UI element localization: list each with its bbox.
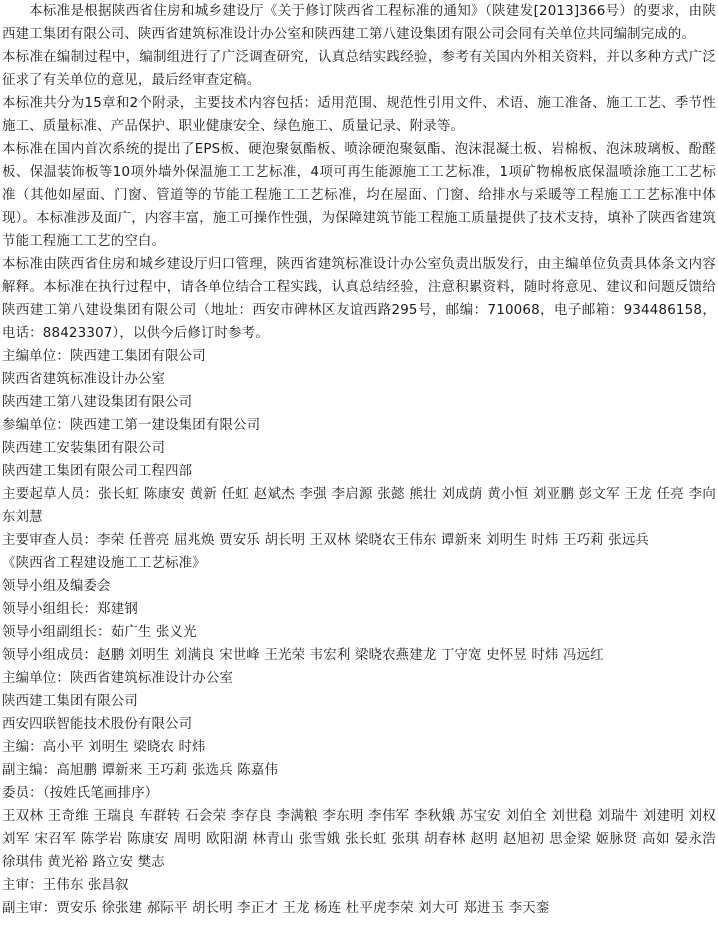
participating-unit-3: 陕西建工集团有限公司工程四部 [2,464,193,479]
highlights-paragraph: 本标准在国内首次系统的提出了EPS板、硬泡聚氨酯板、喷涂硬泡聚氨酯、泡沫混凝土板、岩棉板、泡沫玻璃板、酚醛板、保温装饰板等10项外墙外保温施工工艺标准，4项可再生能源施工工艺标准，1项矿物棉板底保温喷涂施工工艺标准（其他如屋面、门窗、管道等的节能工程施工工艺标准，均在屋面、门窗、给排水与采暖等工程施工工艺标准中体现）。本标准涉及面广，内容丰富，施工可操作性强，为保障建筑节能工程施工质量提供了技术支持，填补了陕西省建筑节能工程施工工艺的空白。 [2,142,716,249]
management-paragraph: 本标准由陕西省住房和城乡建设厅归口管理，陕西省建筑标准设计办公室负责出版发行，由主编单位负责具体条文内容解释。本标准在执行过程中，请各单位结合工程实践，认真总结经验，注意积累资料，随时将意见、建议和问题反馈给陕西建工第八建设集团有限公司（地址：西安市碑林区友谊西路295号，邮编：710068，电子邮箱：934486158，电话：88423307），以供今后修订时参考。 [2,257,716,341]
leadership-members: 领导小组成员：赵鹏 刘明生 刘满良 宋世峰 王光荣 韦宏利 梁晓农燕建龙 丁守宽 史怀昱 时炜 冯远红 [2,648,604,663]
contents-paragraph: 本标准共分为15章和2个附录，主要技术内容包括：适用范围、规范性引用文件、术语、施工准备、施工工艺、季节性施工、质量标准、产品保护、职业健康安全、绿色施工、质量记录、附录等。 [2,96,716,134]
participating-unit-2: 陕西建工安装集团有限公司 [2,441,166,456]
chief-editor-unit: 主编单位：陕西建工集团有限公司 [2,349,206,364]
deputy-leader: 领导小组副组长：茹广生 张义光 [2,625,197,640]
series-chief-unit-3: 西安四联智能技术股份有限公司 [2,717,193,732]
series-title: 《陕西省工程建设施工工艺标准》 [2,556,206,571]
chief-editor-unit-2: 陕西省建筑标准设计办公室 [2,372,166,387]
deputy-chief-editors: 副主编：高旭鹏 谭新来 王巧莉 张选兵 陈嘉伟 [2,763,279,778]
intro-paragraph: 本标准是根据陕西省住房和城乡建设厅《关于修订陕西省工程标准的通知》（陕建发[2013]366号）的要求，由陕西建工集团有限公司、陕西省建筑标准设计办公室和陕西建工第八建设集团有限公司会同有关单位共同编制完成的。 [2,4,716,42]
series-chief-unit: 主编单位：陕西省建筑标准设计办公室 [2,671,234,686]
chief-editor-unit-3: 陕西建工第八建设集团有限公司 [2,395,193,410]
leadership-heading: 领导小组及编委会 [2,579,111,594]
main-reviewers: 主要审查人员：李荣 任普亮 屈兆焕 贾安乐 胡长明 王双林 梁晓农王伟东 谭新来 刘明生 时炜 王巧莉 张远兵 [2,533,650,548]
participating-unit: 参编单位：陕西建工第一建设集团有限公司 [2,418,261,433]
main-drafters: 主要起草人员：张长虹 陈康安 黄新 任虹 赵斌杰 李强 李启源 张懿 熊壮 刘成荫 黄小恒 刘亚鹏 彭文军 王龙 任亮 李向东刘慧 [2,487,716,525]
chief-reviewers: 主审：王伟东 张昌叙 [2,878,129,893]
leader: 领导小组组长：郑建钢 [2,602,138,617]
compilation-paragraph: 本标准在编制过程中，编制组进行了广泛调查研究，认真总结实践经验，参考有关国内外相关资料，并以多种方式广泛征求了有关单位的意见，最后经审查定稿。 [2,50,716,88]
series-chief-unit-2: 陕西建工集团有限公司 [2,694,138,709]
chief-editors: 主编：高小平 刘明生 梁晓农 时炜 [2,740,206,755]
deputy-chief-reviewers: 副主审：贾安乐 徐张建 郝际平 胡长明 李正才 王龙 杨连 杜平虎李荣 刘大可 郑进玉 李天銮 [2,901,550,916]
committee-heading: 委员：（按姓氏笔画排序） [2,786,159,801]
committee-members: 王双林 王奇维 王瑞良 车群转 石会荣 李存良 李满粮 李东明 李伟军 李秋娥 苏宝安 刘伯全 刘世稳 刘瑞牛 刘建明 刘权 刘军 宋召军 陈学岩 陈康安 周明 欧阳湖 林青山 张雪娥 张长虹 张琪 胡春林 赵明 赵旭初 思金梁 姬脉贤 高如 晏永浩 徐琪伟 黄光裕 路立安 樊志 [2,809,716,870]
